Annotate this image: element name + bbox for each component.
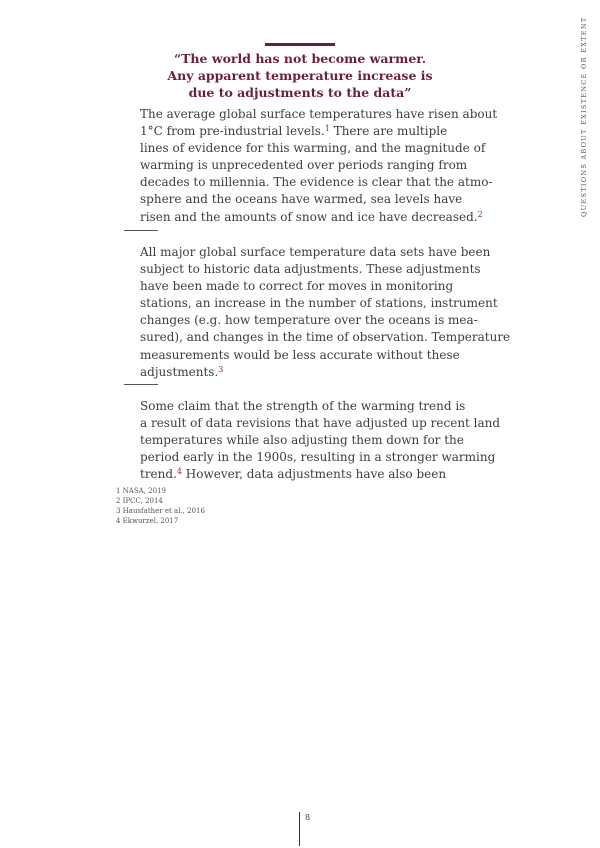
p3-line-5-text: trend. bbox=[140, 467, 177, 482]
paragraph-separator bbox=[124, 384, 158, 385]
p1-line-5: decades to millennia. The evidence is clear that the atmo- bbox=[140, 175, 493, 190]
p3-line-3: temperatures while also adjusting them down for the bbox=[140, 433, 464, 448]
quote-line-2: Any apparent temperature increase is bbox=[167, 68, 433, 83]
p1-line-2-rest: There are multiple bbox=[329, 124, 448, 139]
p2-line-6: sured), and changes in the time of observation. Temperature bbox=[140, 330, 511, 345]
p1-line-3: lines of evidence for this warming, and the magnitude of bbox=[140, 141, 486, 156]
p2-line-7: measurements would be less accurate without these bbox=[140, 347, 460, 362]
p1-line-4: warming is unprecedented over periods ranging from bbox=[140, 158, 468, 173]
p1-line-2-text: 1°C from pre-industrial levels. bbox=[140, 124, 325, 139]
footnote-ref-2: 2 bbox=[477, 209, 483, 219]
pull-quote bbox=[140, 50, 460, 101]
p1-line-6: sphere and the oceans have warmed, sea levels have bbox=[140, 192, 463, 207]
paragraph-3 bbox=[140, 398, 501, 483]
footnote-2: 2 IPCC, 2014 bbox=[116, 497, 163, 505]
paragraph-2 bbox=[140, 244, 511, 381]
footnote-1: 1 NASA, 2019 bbox=[116, 487, 166, 495]
quote-top-rule bbox=[265, 43, 335, 46]
p3-line-4: period early in the 1900s, resulting in a stronger warming bbox=[140, 450, 496, 465]
quote-line-3: due to adjustments to the data” bbox=[188, 85, 412, 100]
p3-line-5-rest: However, data adjustments have also been bbox=[181, 467, 447, 482]
p2-line-5: changes (e.g. how temperature over the oceans is mea- bbox=[140, 313, 478, 328]
p2-line-1: All major global surface temperature data sets have been bbox=[140, 245, 491, 259]
footnote-4: 4 Ekwurzel, 2017 bbox=[116, 517, 179, 525]
footnote-ref-3: 3 bbox=[218, 364, 224, 374]
paragraph-separator bbox=[124, 230, 158, 231]
page-number: 8 bbox=[305, 813, 311, 822]
p3-line-2: a result of data revisions that have adjusted up recent land bbox=[140, 416, 501, 431]
p1-line-1: The average global surface temperatures have risen about bbox=[140, 107, 498, 121]
footnote-ref-4: 4 bbox=[176, 467, 182, 477]
footnote-ref-1: 1 bbox=[324, 124, 330, 134]
page-number-rule bbox=[299, 812, 300, 846]
p2-line-8 bbox=[140, 364, 465, 381]
quote-line-1: “The world has not become warmer. bbox=[173, 51, 427, 66]
p2-line-2: subject to historic data adjustments. These adjustments bbox=[140, 262, 481, 277]
p1-line-7 bbox=[140, 209, 483, 226]
section-side-label: QUESTIONS ABOUT EXISTENCE OR EXTENT bbox=[580, 16, 588, 217]
p3-line-5 bbox=[140, 466, 465, 483]
footnotes bbox=[116, 486, 205, 526]
p2-line-8-text: adjustments. bbox=[140, 364, 219, 379]
p2-line-4: stations, an increase in the number of stations, instrument bbox=[140, 296, 498, 311]
paragraph-1 bbox=[140, 106, 498, 226]
p1-line-7-text: risen and the amounts of snow and ice have decreased. bbox=[140, 209, 478, 224]
p1-line-2 bbox=[140, 123, 465, 140]
footnote-3: 3 Hausfather et al., 2016 bbox=[116, 507, 205, 515]
p3-line-1: Some claim that the strength of the warming trend is bbox=[140, 399, 466, 413]
p2-line-3: have been made to correct for moves in monitoring bbox=[140, 279, 454, 294]
